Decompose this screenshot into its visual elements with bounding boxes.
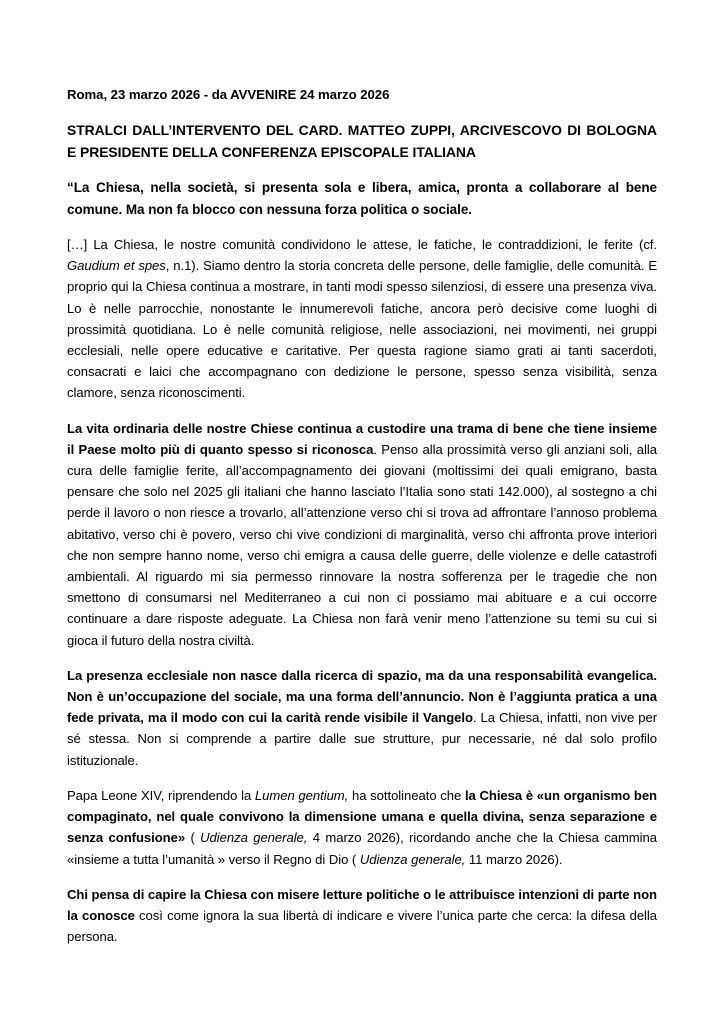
text-run: ( (185, 830, 201, 846)
paragraph-list (67, 234, 657, 947)
page-title: STRALCI DALL’INTERVENTO DEL CARD. MATTEO ZUPPI, ARCIVESCOVO DI BOLOGNA E PRESIDENTE DELLA CONFERENZA EPISCOPALE ITALIANA (67, 122, 657, 160)
bold-run: La presenza ecclesiale non nasce dalla ricerca di spazio, ma da una responsabilità evangelica. Non è un’occupazione del sociale, ma una forma dell’annuncio. Non è l’aggiunta pratica a una fede privata, ma il modo con cui la carità rende visibile il Vangelo (67, 667, 657, 726)
dateline: Roma, 23 marzo 2026 - da AVVENIRE 24 marzo 2026 (67, 87, 390, 102)
text-run: 4 marzo 2026), ricordando anche che la Chiesa cammina «insieme a tutta l’umanità » verso il Regno di Dio ( (67, 830, 657, 867)
text-run: ha sottolineato che (348, 787, 465, 803)
text-run: , n.1). Siamo dentro la storia concreta delle persone, delle famiglie, delle comunità. E proprio qui la Chiesa continua a mostrare, in tanti modi spesso silenziosi, di essere una presenza viva. Lo è nelle parrocchie, nonostante le innumerevoli fatiche, ancora però decisive come luoghi di prossimità quotidiana. Lo è nelle comunità religiose, nelle associazioni, nei movimenti, nei gruppi ecclesiali, nelle opere educative e caritative. Per questa ragione siamo grati ai tanti sacerdoti, consacrati e laici che accompagnano con dedizione le persone, spesso senza visibilità, senza clamore, senza riconoscimenti. (67, 258, 658, 401)
text-run: così come ignora la sua libertà di indicare e vivere l’unica parte che cerca: la difesa della persona. (67, 907, 657, 945)
body-paragraph (67, 418, 657, 651)
text-run: . La Chiesa, infatti, non vive per sé stessa. Non si comprende a partire dalle sue strutture, pur necessarie, né dal solo profilo istituzionale. (67, 710, 658, 768)
italic-run: Lumen gentium, (254, 787, 349, 803)
body-paragraph (67, 665, 657, 771)
body-paragraph (67, 884, 657, 948)
italic-run: Udienza generale, (359, 851, 466, 867)
italic-run: Gaudium et spes (67, 258, 166, 274)
bold-run: la Chiesa è «un organismo ben compaginato, nel quale convivono la dimensione umana e quella divina, senza separazione e senza confusione» (67, 787, 657, 846)
body-paragraph (67, 234, 657, 404)
document-body (67, 84, 657, 947)
italic-run: Udienza generale, (200, 830, 308, 846)
text-run: 11 marzo 2026). (465, 851, 563, 867)
lede-paragraph: “La Chiesa, nella società, si presenta sola e libera, amica, pronta a collaborare al bene comune. Ma non fa blocco con nessuna forza politica o sociale. (67, 180, 657, 217)
bold-run: La vita ordinaria delle nostre Chiese continua a custodire una trama di bene che tiene insieme il Paese molto più di quanto spesso si riconosca (67, 420, 657, 457)
text-run: […] La Chiesa, le nostre comunità condividono le attese, le fatiche, le contraddizioni, le ferite (cf. (67, 237, 657, 253)
text-run: Papa Leone XIV, riprendendo la (67, 787, 255, 803)
body-paragraph (67, 785, 657, 870)
bold-run: Chi pensa di capire la Chiesa con misere letture politiche o le attribuisce intenzioni di parte non la conosce (67, 886, 657, 923)
text-run: . Penso alla prossimità verso gli anziani soli, alla cura delle famiglie ferite, all’accompagnamento dei giovani (moltissimi dei quali emigrano, basta pensare che solo nel 2025 gli italiani che hanno lasciato l’Italia sono stati 142.000), al sostegno a chi perde il lavoro o non riesce a trovarlo, all’attenzione verso chi si trova ad affrontare l’annoso problema abitativo, verso chi è povero, verso chi vive condizioni di marginalità, verso chi affronta prove interiori che non sempre hanno nome, verso chi emigra a causa delle guerre, delle violenze e delle catastrofi ambientali. Al riguardo mi sia permesso rinnovare la nostra sofferenza per le tragedie che non smettono di consumarsi nel Mediterraneo a cui non ci possiamo mai abituare e a cui occorre continuare a dare risposte adeguate. La Chiesa non farà venir meno l’attenzione su temi su cui si gioca il futuro della nostra civiltà. (67, 441, 657, 648)
